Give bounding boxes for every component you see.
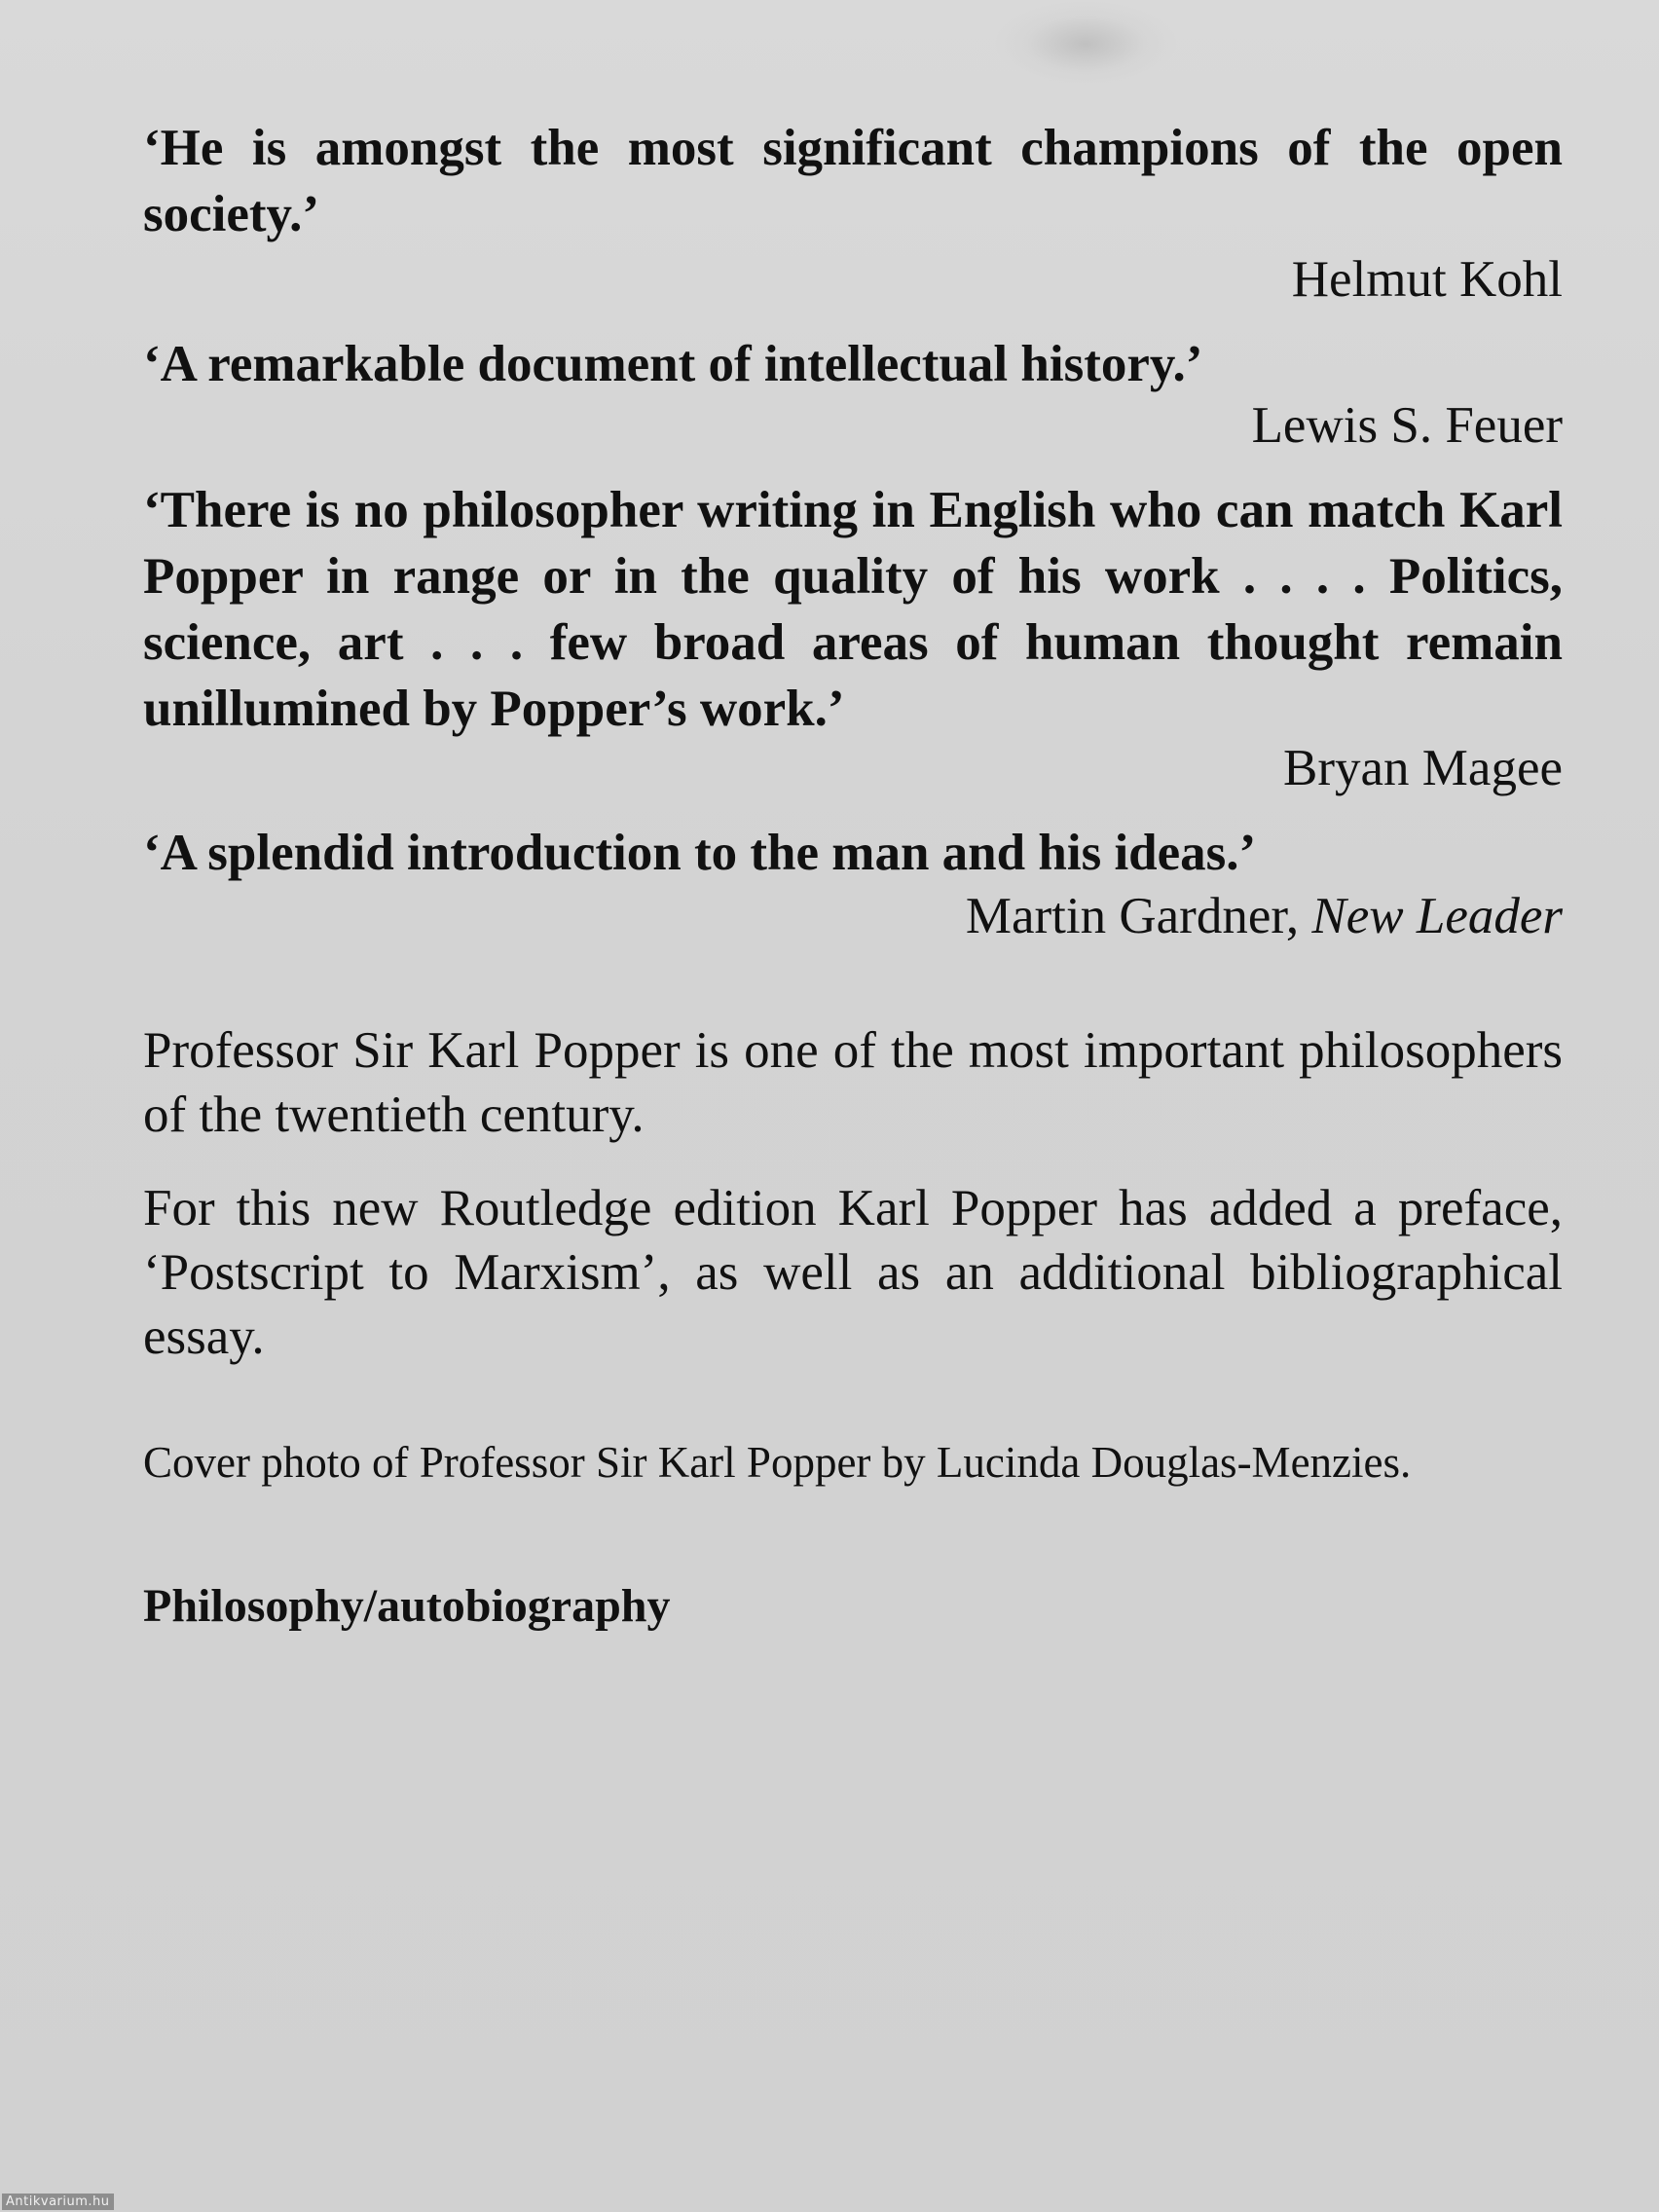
quote-attribution-kohl: Helmut Kohl <box>1291 251 1563 308</box>
description-paragraph-1: Professor Sir Karl Popper is one of the most important philosophers of the twentieth century. <box>143 1022 1563 1143</box>
quote-attribution-feuer: Lewis S. Feuer <box>1251 397 1563 454</box>
book-category: Philosophy/autobiography <box>143 1580 671 1632</box>
source-watermark: Antikvarium.hu <box>2 2194 114 2210</box>
cover-text <box>143 115 1563 1636</box>
attribution-author: Martin Gardner, <box>965 888 1300 944</box>
paper-smudge <box>993 0 1178 88</box>
cover-photo-credit: Cover photo of Professor Sir Karl Popper by Lucinda Douglas-Menzies. <box>143 1438 1412 1487</box>
quote-attribution-magee: Bryan Magee <box>1283 740 1563 796</box>
quote-gardner: ‘A splendid introduction to the man and his ideas.’ <box>143 825 1257 881</box>
quote-kohl: ‘He is amongst the most significant champions of the open society.’ <box>143 120 1563 242</box>
description-paragraph-2: For this new Routledge edition Karl Popper has added a preface, ‘Postscript to Marxism’, as well as an additional bibliographical essay. <box>143 1180 1563 1365</box>
attribution-publication: New Leader <box>1311 888 1563 944</box>
quote-feuer: ‘A remarkable document of intellectual history.’ <box>143 336 1203 392</box>
quote-magee: ‘There is no philosopher writing in English who can match Karl Popper in range or in the quality of his work . . . . Politics, science, art . . . few broad areas of human thought remain unillumined by Popper’s work.’ <box>143 482 1563 737</box>
quote-attribution-gardner <box>143 884 1563 948</box>
